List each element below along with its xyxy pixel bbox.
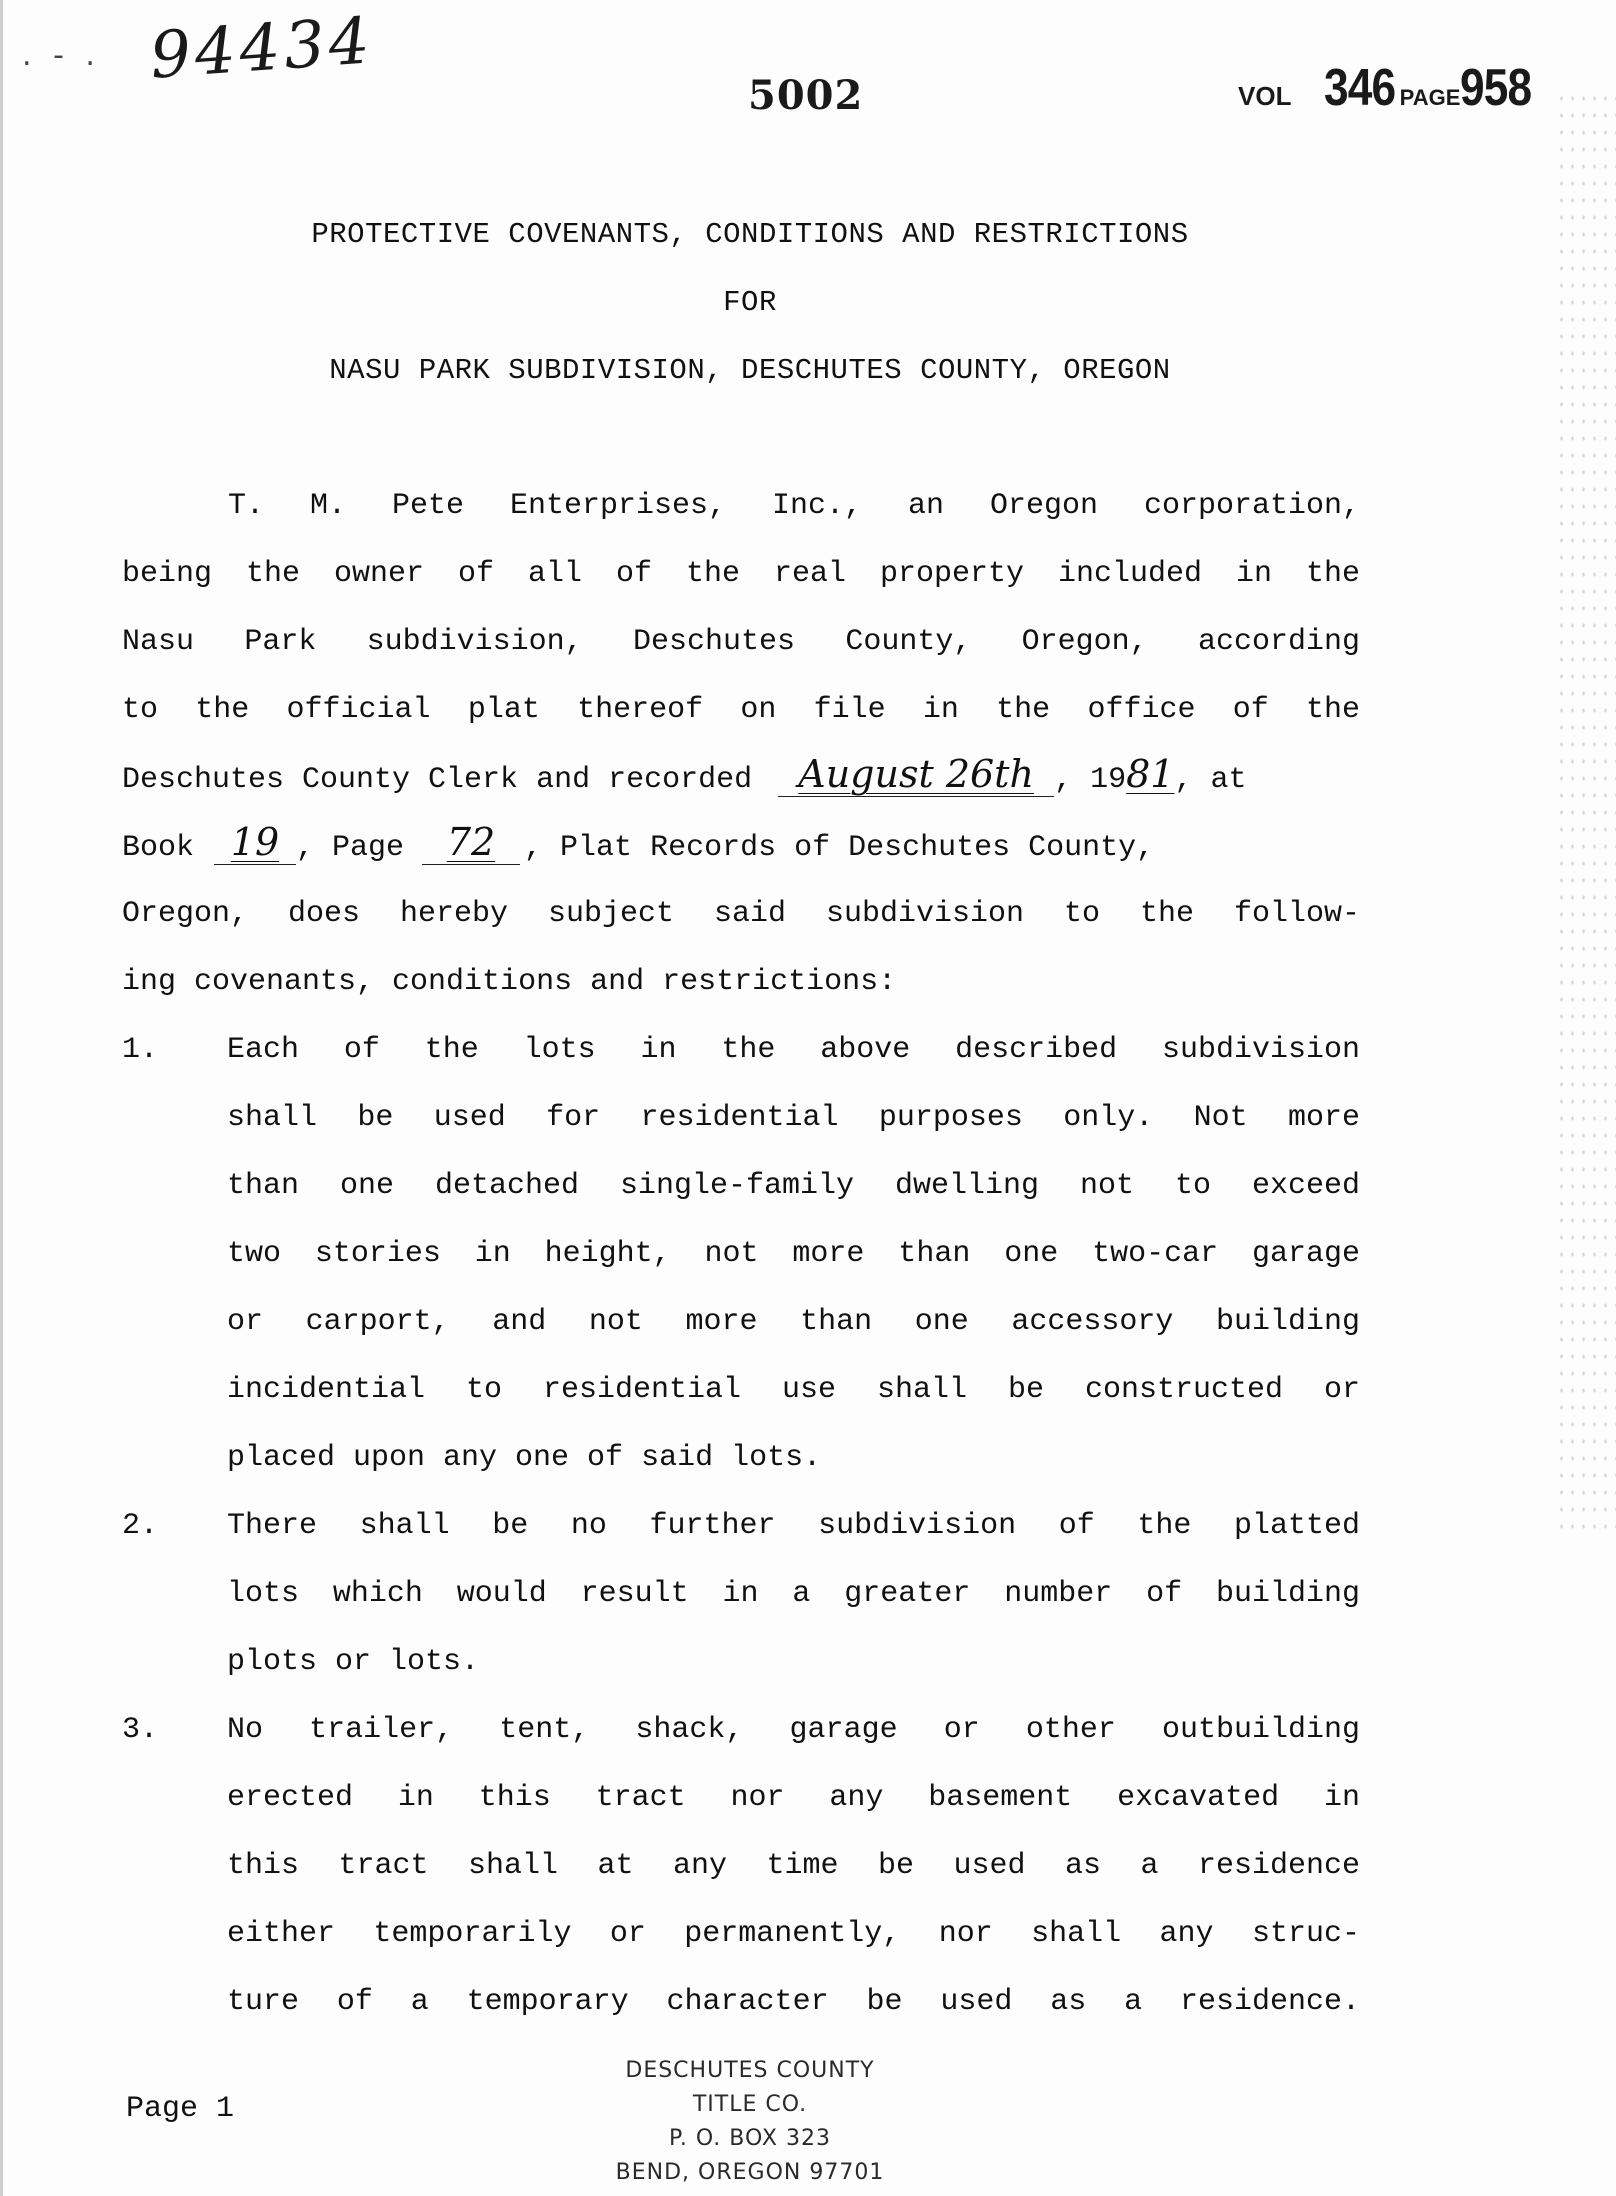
item-line: erected in this tract nor any basement excavated in	[227, 1781, 1360, 1815]
vol-label: VOL	[1238, 81, 1292, 111]
recorded-date-handwritten: August 26th	[778, 752, 1054, 797]
title-line-2: FOR	[723, 286, 777, 319]
item-line: placed upon any one of said lots.	[227, 1441, 822, 1475]
item-line: either temporarily or permanently, nor shall any struc-	[227, 1917, 1360, 1951]
intro-line-5-start: Deschutes County Clerk and recorded	[122, 763, 753, 797]
title-company-stamp	[590, 2054, 910, 2190]
stamp-line-1: DESCHUTES COUNTY TITLE CO.	[625, 2058, 875, 2117]
volume-page-stamp	[1238, 58, 1544, 118]
document-number: 5002	[748, 72, 864, 119]
item-line: There shall be no further subdivision of the platted	[227, 1509, 1360, 1543]
title-line-1: PROTECTIVE COVENANTS, CONDITIONS AND RESTRICTIONS	[311, 218, 1189, 251]
stamp-line-3: BEND, OREGON 97701	[615, 2160, 885, 2185]
intro-line-3: Nasu Park subdivision, Deschutes County, Oregon, according	[122, 625, 1360, 659]
intro-line-5-end: , at	[1174, 763, 1247, 797]
item-line: lots which would result in a greater number of building	[227, 1577, 1360, 1611]
page-footer-label: Page 1	[126, 2092, 235, 2126]
item-line: ture of a temporary character be used as a residence.	[227, 1985, 1360, 2019]
intro-line-7: Oregon, does hereby subject said subdivision to the follow-	[122, 897, 1360, 931]
intro-line-6-start: Book	[122, 831, 195, 865]
intro-line-6	[122, 820, 1360, 865]
intro-line-6-mid: , Page	[296, 831, 405, 865]
intro-line-5	[122, 752, 1360, 797]
item-number: 3.	[122, 1713, 159, 1747]
stamp-line-2: P. O. BOX 323	[669, 2126, 831, 2151]
intro-line-1: T. M. Pete Enterprises, Inc., an Oregon corporation,	[228, 489, 1360, 523]
page-number-handwritten: 72	[422, 820, 520, 865]
book-number-handwritten: 19	[214, 820, 296, 865]
recorded-year-handwritten: 81	[1126, 752, 1175, 796]
scan-noise	[1556, 90, 1616, 1530]
handwritten-marks: . - .	[22, 38, 101, 73]
item-line: two stories in height, not more than one two-car garage	[227, 1237, 1360, 1271]
item-number: 1.	[122, 1033, 159, 1067]
item-line: than one detached single-family dwelling not to exceed	[227, 1169, 1360, 1203]
intro-line-8: ing covenants, conditions and restrictions:	[122, 965, 897, 999]
page-number: 958	[1460, 59, 1532, 117]
intro-line-5-mid: , 19	[1054, 763, 1127, 797]
page-label: PAGE	[1399, 85, 1461, 110]
item-line: Each of the lots in the above described subdivision	[227, 1033, 1360, 1067]
item-line: or carport, and not more than one accessory building	[227, 1305, 1360, 1339]
intro-line-4: to the official plat thereof on file in the office of the	[122, 693, 1360, 727]
volume-number: 346	[1323, 59, 1396, 117]
item-line: plots or lots.	[227, 1645, 480, 1679]
item-line: incidential to residential use shall be constructed or	[227, 1373, 1360, 1407]
item-line: this tract shall at any time be used as a residence	[227, 1849, 1360, 1883]
item-number: 2.	[122, 1509, 159, 1543]
scan-edge	[0, 0, 3, 2196]
intro-line-6-end: , Plat Records of Deschutes County,	[524, 831, 1155, 865]
item-line: No trailer, tent, shack, garage or other outbuilding	[227, 1713, 1360, 1747]
handwritten-number: 94434	[147, 4, 376, 94]
title-line-3: NASU PARK SUBDIVISION, DESCHUTES COUNTY, OREGON	[329, 354, 1171, 387]
item-line: shall be used for residential purposes only. Not more	[227, 1101, 1360, 1135]
intro-line-2: being the owner of all of the real property included in the	[122, 557, 1360, 591]
